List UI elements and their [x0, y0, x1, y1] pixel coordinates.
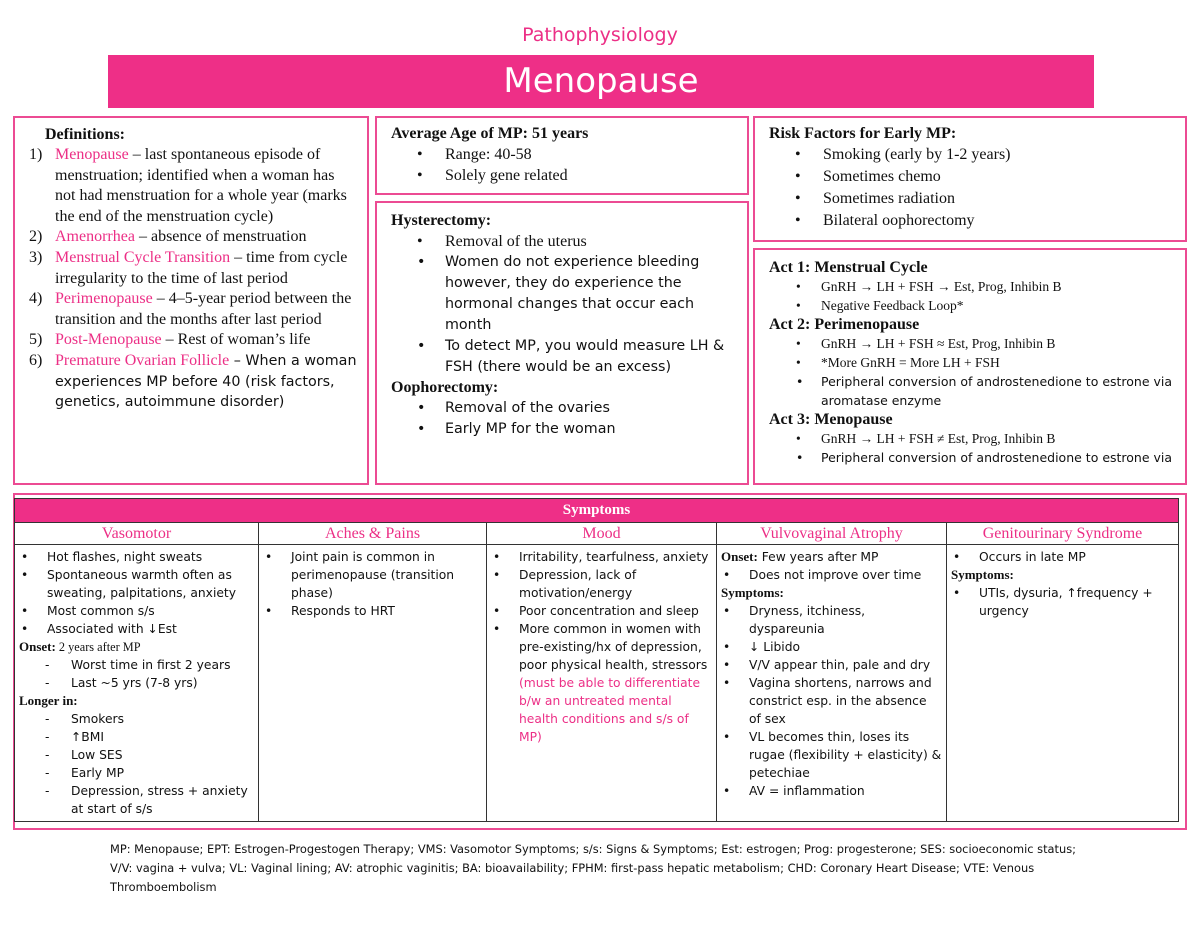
- list-item: • Peripheral conversion of androstenedione to estrone via aromatase enzyme: [769, 372, 1175, 410]
- symptoms-table: [14, 498, 1179, 822]
- acts-box: [753, 248, 1187, 485]
- definition-item: 4) Perimenopause – 4–5-year period between the transition and the months after last period: [29, 290, 352, 328]
- definition-item: 6) Premature Ovarian Follicle – When a woman experiences MP before 40 (risk factors, genetics, autoimmune disorder): [29, 351, 357, 411]
- list-item: • Early MP for the woman: [391, 419, 737, 440]
- average-age-box: [375, 116, 749, 195]
- risk-factors-list: [769, 144, 1175, 232]
- symptoms-label: Symptoms:: [951, 567, 1014, 582]
- average-age-heading: Average Age of MP: 51 years: [391, 125, 589, 142]
- list-item: • Hot flashes, night sweats: [19, 548, 254, 566]
- list-item: - Last ~5 yrs (7-8 yrs): [19, 674, 254, 692]
- vasomotor-cell: [15, 545, 259, 822]
- list-item: • GnRH → LH + FSH → Est, Prog, Inhibin B: [769, 277, 1175, 296]
- definitions-heading: Definitions:: [45, 126, 125, 143]
- act2-list: [769, 334, 1175, 410]
- list-item: • Smoking (early by 1-2 years): [769, 144, 1175, 166]
- column-header-aches: Aches & Pains: [259, 523, 487, 545]
- definitions-list: [29, 145, 357, 413]
- list-item: - Early MP: [19, 764, 254, 782]
- average-age-list: [391, 144, 737, 186]
- list-item: - Depression, stress + anxiety at start of s/s: [19, 782, 254, 818]
- hysterectomy-list: [391, 231, 737, 378]
- list-item: • Irritability, tearfulness, anxiety: [491, 548, 712, 566]
- list-item: • Associated with ↓Est: [19, 620, 254, 638]
- hysterectomy-heading: Hysterectomy:: [391, 212, 492, 229]
- list-item: • V/V appear thin, pale and dry: [721, 656, 942, 674]
- list-item: • Peripheral conversion of androstenedione to estrone via: [769, 448, 1175, 467]
- aches-cell: [259, 545, 487, 822]
- definition-item: 2) Amenorrhea – absence of menstruation: [29, 228, 307, 246]
- list-item: • Removal of the uterus: [391, 231, 737, 252]
- list-item: - Worst time in first 2 years: [19, 656, 254, 674]
- onset-label: Onset:: [721, 549, 758, 564]
- column-header-vasomotor: Vasomotor: [15, 523, 259, 545]
- list-item: • Sometimes radiation: [769, 188, 1175, 210]
- mood-note: (must be able to differentiate b/w an untreated mental health conditions and s/s of MP): [519, 676, 701, 744]
- definitions-box: [13, 116, 369, 485]
- list-item: • Sometimes chemo: [769, 166, 1175, 188]
- list-item: • Range: 40-58: [391, 144, 737, 165]
- list-item: • Joint pain is common in perimenopause (transition phase): [263, 548, 482, 602]
- act3-heading: Act 3: Menopause: [769, 411, 893, 428]
- genitourinary-cell: [947, 545, 1179, 822]
- act1-list: [769, 277, 1175, 315]
- column-header-mood: Mood: [487, 523, 717, 545]
- list-item: • Bilateral oophorectomy: [769, 210, 1175, 232]
- definition-item: 1) Menopause – last spontaneous episode of menstruation; identified when a woman has not had menstruation for a whole year (marks the end of the menstruation cycle): [29, 146, 347, 225]
- list-item: • UTIs, dysuria, ↑frequency + urgency: [951, 584, 1174, 620]
- list-item: • ↓ Libido: [721, 638, 942, 656]
- definition-item: 5) Post-Menopause – Rest of woman’s life: [29, 331, 311, 349]
- list-item: • Dryness, itchiness, dyspareunia: [721, 602, 942, 638]
- onset-text: 2 years after MP: [55, 640, 141, 654]
- list-item: • Poor concentration and sleep: [491, 602, 712, 620]
- act2-heading: Act 2: Perimenopause: [769, 316, 920, 333]
- column-header-genitourinary: Genitourinary Syndrome: [947, 523, 1179, 545]
- list-item: - Low SES: [19, 746, 254, 764]
- list-item: - ↑BMI: [19, 728, 254, 746]
- list-item: • AV = inflammation: [721, 782, 942, 800]
- list-item: • Does not improve over time: [721, 566, 942, 584]
- list-item: • GnRH → LH + FSH ≠ Est, Prog, Inhibin B: [769, 429, 1175, 448]
- symptoms-label: Symptoms:: [721, 585, 784, 600]
- list-item: • Removal of the ovaries: [391, 398, 737, 419]
- glossary-footnote: MP: Menopause; EPT: Estrogen-Progestogen Therapy; VMS: Vasomotor Symptoms; s/s: Signs & Symptoms; Est: estrogen; Prog: progesterone; SES: socioeconomic status; V/V: vagina + vulva; VL: Vaginal lining; AV: atrophic vaginitis; BA: bioavailability; FPHM: first-pass hepatic metabolism; CHD: Coronary Heart Disease; VTE: Venous Thromboembolism: [110, 842, 1076, 894]
- list-item: - Smokers: [19, 710, 254, 728]
- list-item: • Negative Feedback Loop*: [769, 296, 1175, 315]
- list-item: • Vagina shortens, narrows and constrict esp. in the absence of sex: [721, 674, 942, 728]
- longer-in-label: Longer in:: [19, 693, 78, 708]
- list-item: • Women do not experience bleeding however, they do experience the hormonal changes that occur each month: [391, 252, 737, 336]
- definition-item: 3) Menstrual Cycle Transition – time from cycle irregularity to the time of last period: [29, 248, 348, 287]
- symptoms-heading: Symptoms: [15, 499, 1179, 523]
- onset-text: Few years after MP: [757, 550, 879, 564]
- list-item: • To detect MP, you would measure LH & FSH (there would be an excess): [391, 336, 737, 378]
- hysterectomy-box: [375, 201, 749, 485]
- risk-factors-box: [753, 116, 1187, 242]
- list-item: • VL becomes thin, loses its rugae (flexibility + elasticity) & petechiae: [721, 728, 942, 782]
- list-item: • More common in women with pre-existing/hx of depression, poor physical health, stressors: [491, 620, 712, 674]
- act1-heading: Act 1: Menstrual Cycle: [769, 259, 928, 276]
- list-item: • *More GnRH = More LH + FSH: [769, 353, 1175, 372]
- list-item: • Depression, lack of motivation/energy: [491, 566, 712, 602]
- subject-label: Pathophysiology: [522, 24, 678, 46]
- list-item: • GnRH → LH + FSH ≈ Est, Prog, Inhibin B: [769, 334, 1175, 353]
- mood-cell: [487, 545, 717, 822]
- page-title: Menopause: [108, 55, 1094, 108]
- act3-list: [769, 429, 1175, 467]
- column-header-vulvovaginal: Vulvovaginal Atrophy: [717, 523, 947, 545]
- list-item: • Responds to HRT: [263, 602, 482, 620]
- list-item: • Most common s/s: [19, 602, 254, 620]
- oophorectomy-heading: Oophorectomy:: [391, 379, 499, 396]
- list-item: • Occurs in late MP: [951, 548, 1174, 566]
- risk-factors-heading: Risk Factors for Early MP:: [769, 125, 957, 142]
- list-item: • Spontaneous warmth often as sweating, palpitations, anxiety: [19, 566, 254, 602]
- list-item: • Solely gene related: [391, 165, 737, 186]
- onset-label: Onset:: [19, 639, 56, 654]
- box-clip: [755, 475, 1185, 483]
- oophorectomy-list: [391, 398, 737, 440]
- vulvovaginal-cell: [717, 545, 947, 822]
